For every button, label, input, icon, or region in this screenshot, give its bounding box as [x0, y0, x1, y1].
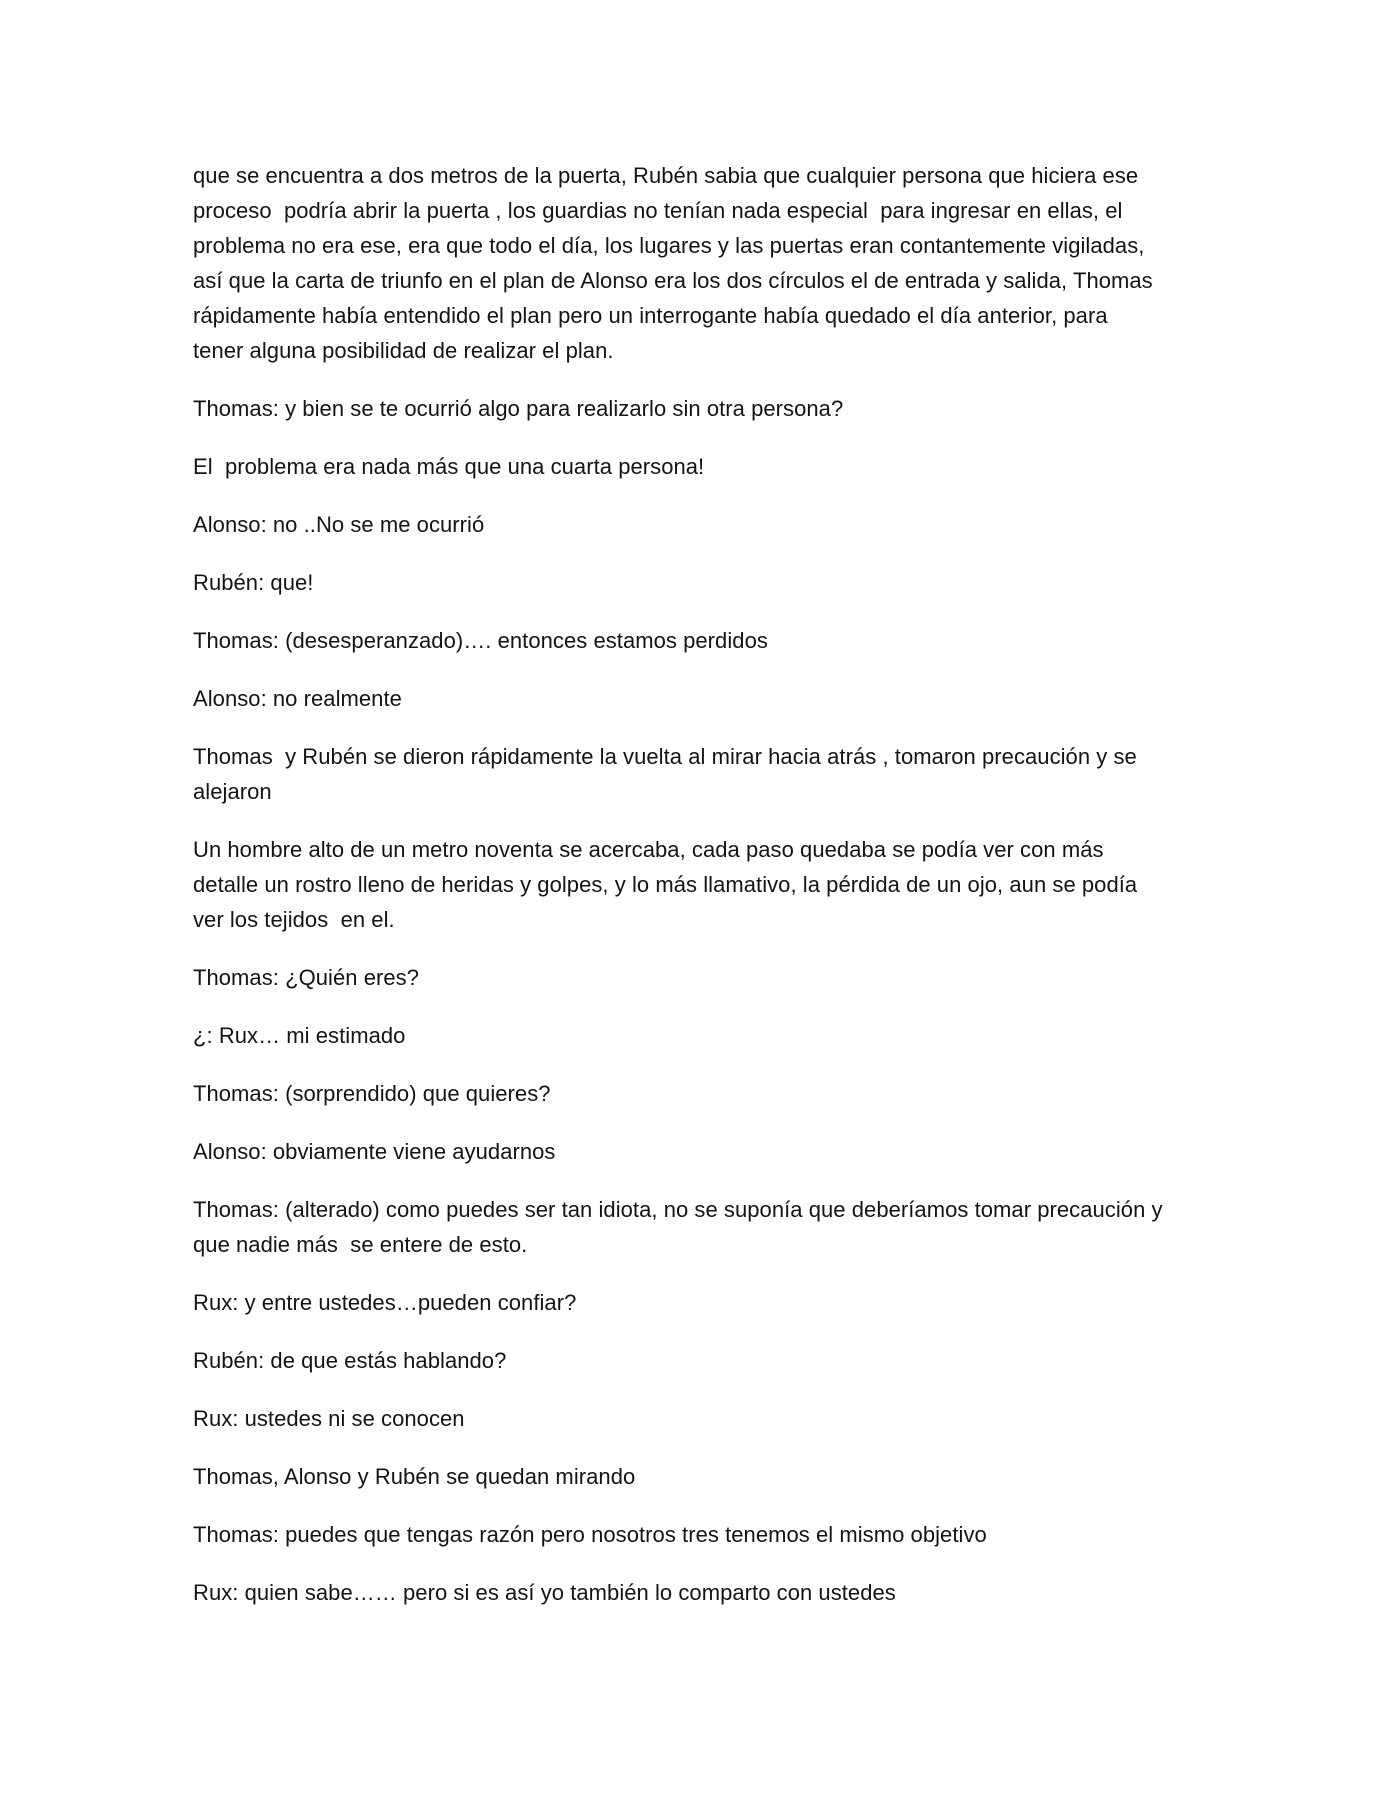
text-line: proceso podría abrir la puerta , los guardias no tenían nada especial para ingresar en ellas, el — [193, 198, 1123, 223]
text-line: Alonso: obviamente viene ayudarnos — [193, 1139, 556, 1164]
text-line: Rux: quien sabe…… pero si es así yo también lo comparto con ustedes — [193, 1580, 896, 1605]
text-line: Thomas: (desesperanzado)…. entonces estamos perdidos — [193, 628, 768, 653]
text-line: tener alguna posibilidad de realizar el plan. — [193, 338, 614, 363]
text-line: Thomas, Alonso y Rubén se quedan mirando — [193, 1464, 636, 1489]
text-line: que se encuentra a dos metros de la puerta, Rubén sabia que cualquier persona que hiciera ese — [193, 163, 1139, 188]
text-line: Thomas y Rubén se dieron rápidamente la vuelta al mirar hacia atrás , tomaron precaución y se — [193, 744, 1137, 769]
document-body — [193, 158, 1223, 1633]
text-line: Alonso: no realmente — [193, 686, 402, 711]
paragraph — [193, 960, 1223, 995]
text-line: Thomas: puedes que tengas razón pero nosotros tres tenemos el mismo objetivo — [193, 1522, 987, 1547]
paragraph — [193, 449, 1223, 484]
paragraph — [193, 1575, 1223, 1610]
paragraph — [193, 507, 1223, 542]
text-line: Un hombre alto de un metro noventa se acercaba, cada paso quedaba se podía ver con más — [193, 837, 1104, 862]
text-line: problema no era ese, era que todo el día, los lugares y las puertas eran contantemente vigiladas, — [193, 233, 1145, 258]
paragraph — [193, 1018, 1223, 1053]
paragraph — [193, 681, 1223, 716]
text-line: Thomas: y bien se te ocurrió algo para realizarlo sin otra persona? — [193, 396, 844, 421]
text-line: Alonso: no ..No se me ocurrió — [193, 512, 485, 537]
text-line: Rux: y entre ustedes…pueden confiar? — [193, 1290, 577, 1315]
text-line: El problema era nada más que una cuarta persona! — [193, 454, 705, 479]
paragraph — [193, 739, 1223, 809]
paragraph — [193, 832, 1223, 937]
text-line: rápidamente había entendido el plan pero un interrogante había quedado el día anterior, para — [193, 303, 1108, 328]
text-line: Rubén: que! — [193, 570, 314, 595]
text-line: Thomas: ¿Quién eres? — [193, 965, 419, 990]
text-line: ¿: Rux… mi estimado — [193, 1023, 406, 1048]
text-line: ver los tejidos en el. — [193, 907, 395, 932]
text-line: alejaron — [193, 779, 272, 804]
paragraph — [193, 1343, 1223, 1378]
text-line: Rux: ustedes ni se conocen — [193, 1406, 465, 1431]
paragraph — [193, 1076, 1223, 1111]
paragraph — [193, 565, 1223, 600]
paragraph — [193, 623, 1223, 658]
text-line: que nadie más se entere de esto. — [193, 1232, 528, 1257]
text-line: Thomas: (alterado) como puedes ser tan idiota, no se suponía que deberíamos tomar precaución y — [193, 1197, 1163, 1222]
paragraph — [193, 158, 1223, 368]
paragraph — [193, 391, 1223, 426]
paragraph — [193, 1401, 1223, 1436]
text-line: detalle un rostro lleno de heridas y golpes, y lo más llamativo, la pérdida de un ojo, aun se podía — [193, 872, 1138, 897]
text-line: Thomas: (sorprendido) que quieres? — [193, 1081, 551, 1106]
paragraph — [193, 1285, 1223, 1320]
paragraph — [193, 1459, 1223, 1494]
paragraph — [193, 1134, 1223, 1169]
text-line: así que la carta de triunfo en el plan de Alonso era los dos círculos el de entrada y salida, Thomas — [193, 268, 1153, 293]
text-line: Rubén: de que estás hablando? — [193, 1348, 507, 1373]
paragraph — [193, 1517, 1223, 1552]
paragraph — [193, 1192, 1223, 1262]
